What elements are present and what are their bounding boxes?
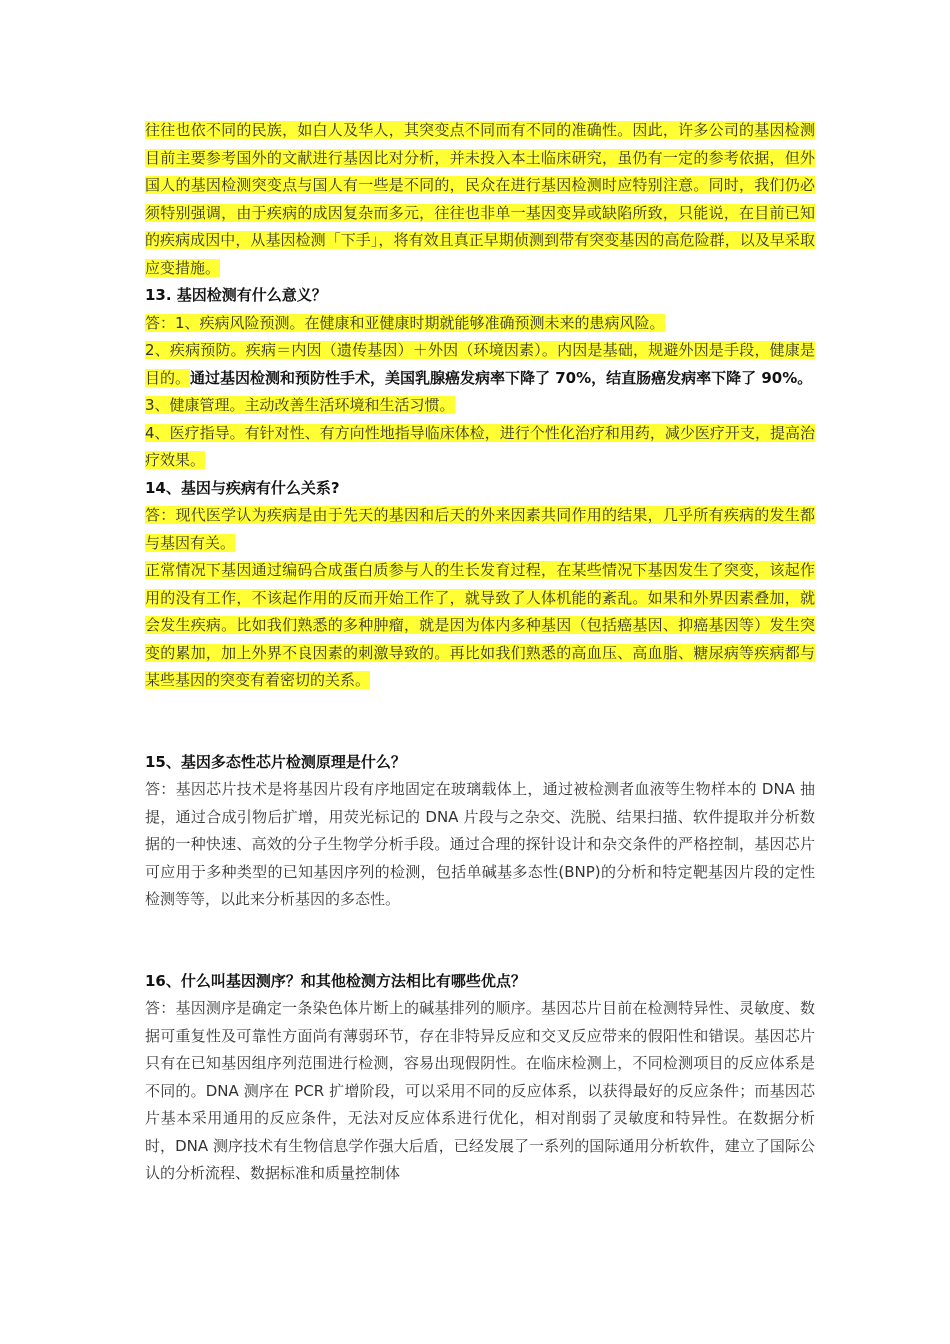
q15-heading: 15、基因多态性芯片检测原理是什么？: [145, 752, 406, 771]
q14-answer-1: 答：现代医学认为疾病是由于先天的基因和后天的外来因素共同作用的结果，几乎所有疾病的发生都与基因有关。: [145, 506, 815, 552]
q13-answer-3: 3、健康管理。主动改善生活环境和生活习惯。: [145, 396, 455, 414]
document-page: [145, 117, 815, 1188]
q13-heading: 13. 基因检测有什么意义？: [145, 286, 327, 304]
section-spacer: [145, 914, 815, 968]
q14-heading: 14、基因与疾病有什么关系?: [145, 478, 340, 497]
q13-answer-4: 4、医疗指导。有针对性、有方向性地指导临床体检，进行个性化治疗和用药，减少医疗开支，提高治疗效果。: [145, 423, 815, 469]
q16-answer: 答：基因测序是确定一条染色体片断上的碱基排列的顺序。基因芯片目前在检测特异性、灵敏度、数据可重复性及可靠性方面尚有薄弱环节，存在非特异反应和交叉反应带来的假阳性和错误。基因芯片只有在已知基因组序列范围进行检测，容易出现假阴性。在临床检测上，不同检测项目的反应体系是不同的。DNA 测序在 PCR 扩增阶段，可以采用不同的反应体系，以获得最好的反应条件；而基因芯片基本采用通用的反应条件，无法对反应体系进行优化，相对削弱了灵敏度和特异性。在数据分析时，DNA 测序技术有生物信息学作强大后盾，已经发展了一系列的国际通用分析软件，建立了国际公认的分析流程、数据标准和质量控制体: [145, 999, 815, 1182]
section-spacer: [145, 695, 815, 749]
q13-answer-2: 2、疾病预防。疾病＝内因（遗传基因）＋外因（环境因素）。内因是基础，规避外因是手段，健康是目的。通过基因检测和预防性手术，美国乳腺癌发病率下降了 70%，结直肠癌发病率下降了 90%。: [145, 341, 815, 387]
q14-answer-2: 正常情况下基因通过编码合成蛋白质参与人的生长发育过程，在某些情况下基因发生了突变，该起作用的没有工作，不该起作用的反而开始工作了，就导致了人体机能的紊乱。如果和外界因素叠加，就会发生疾病。比如我们熟悉的多种肿瘤，就是因为体内多种基因（包括癌基因、抑癌基因等）发生突变的累加，加上外界不良因素的刺激导致的。再比如我们熟悉的高血压、高血脂、糖尿病等疾病都与某些基因的突变有着密切的关系。: [145, 561, 815, 689]
q15-answer: 答：基因芯片技术是将基因片段有序地固定在玻璃载体上，通过被检测者血液等生物样本的 DNA 抽提，通过合成引物后扩增，用荧光标记的 DNA 片段与之杂交、洗脱、结果扫描、软件提取并分析数据的一种快速、高效的分子生物学分析手段。通过合理的探针设计和杂交条件的严格控制，基因芯片可应用于多种类型的已知基因序列的检测，包括单碱基多态性(BNP)的分析和特定靶基因片段的定性检测等等，以此来分析基因的多态性。: [145, 780, 815, 908]
q16-heading: 16、什么叫基因测序？和其他检测方法相比有哪些优点？: [145, 971, 526, 990]
q13-answer-1: 答：1、疾病风险预测。在健康和亚健康时期就能够准确预测未来的患病风险。: [145, 313, 665, 332]
q13-answer-2-bold: 通过基因检测和预防性手术，美国乳腺癌发病率下降了 70%，结直肠癌发病率下降了 90%。: [190, 368, 813, 387]
intro-paragraph: 往往也依不同的民族，如白人及华人，其突变点不同而有不同的准确性。因此，许多公司的基因检测目前主要参考国外的文献进行基因比对分析，并未投入本土临床研究，虽仍有一定的参考依据，但外国人的基因检测突变点与国人有一些是不同的，民众在进行基因检测时应特别注意。同时，我们仍必须特别强调，由于疾病的成因复杂而多元，往往也非单一基因变异或缺陷所致，只能说，在目前已知的疾病成因中，从基因检测「下手」，将有效且真正早期侦测到带有突变基因的高危险群，以及早采取应变措施。: [145, 121, 815, 277]
